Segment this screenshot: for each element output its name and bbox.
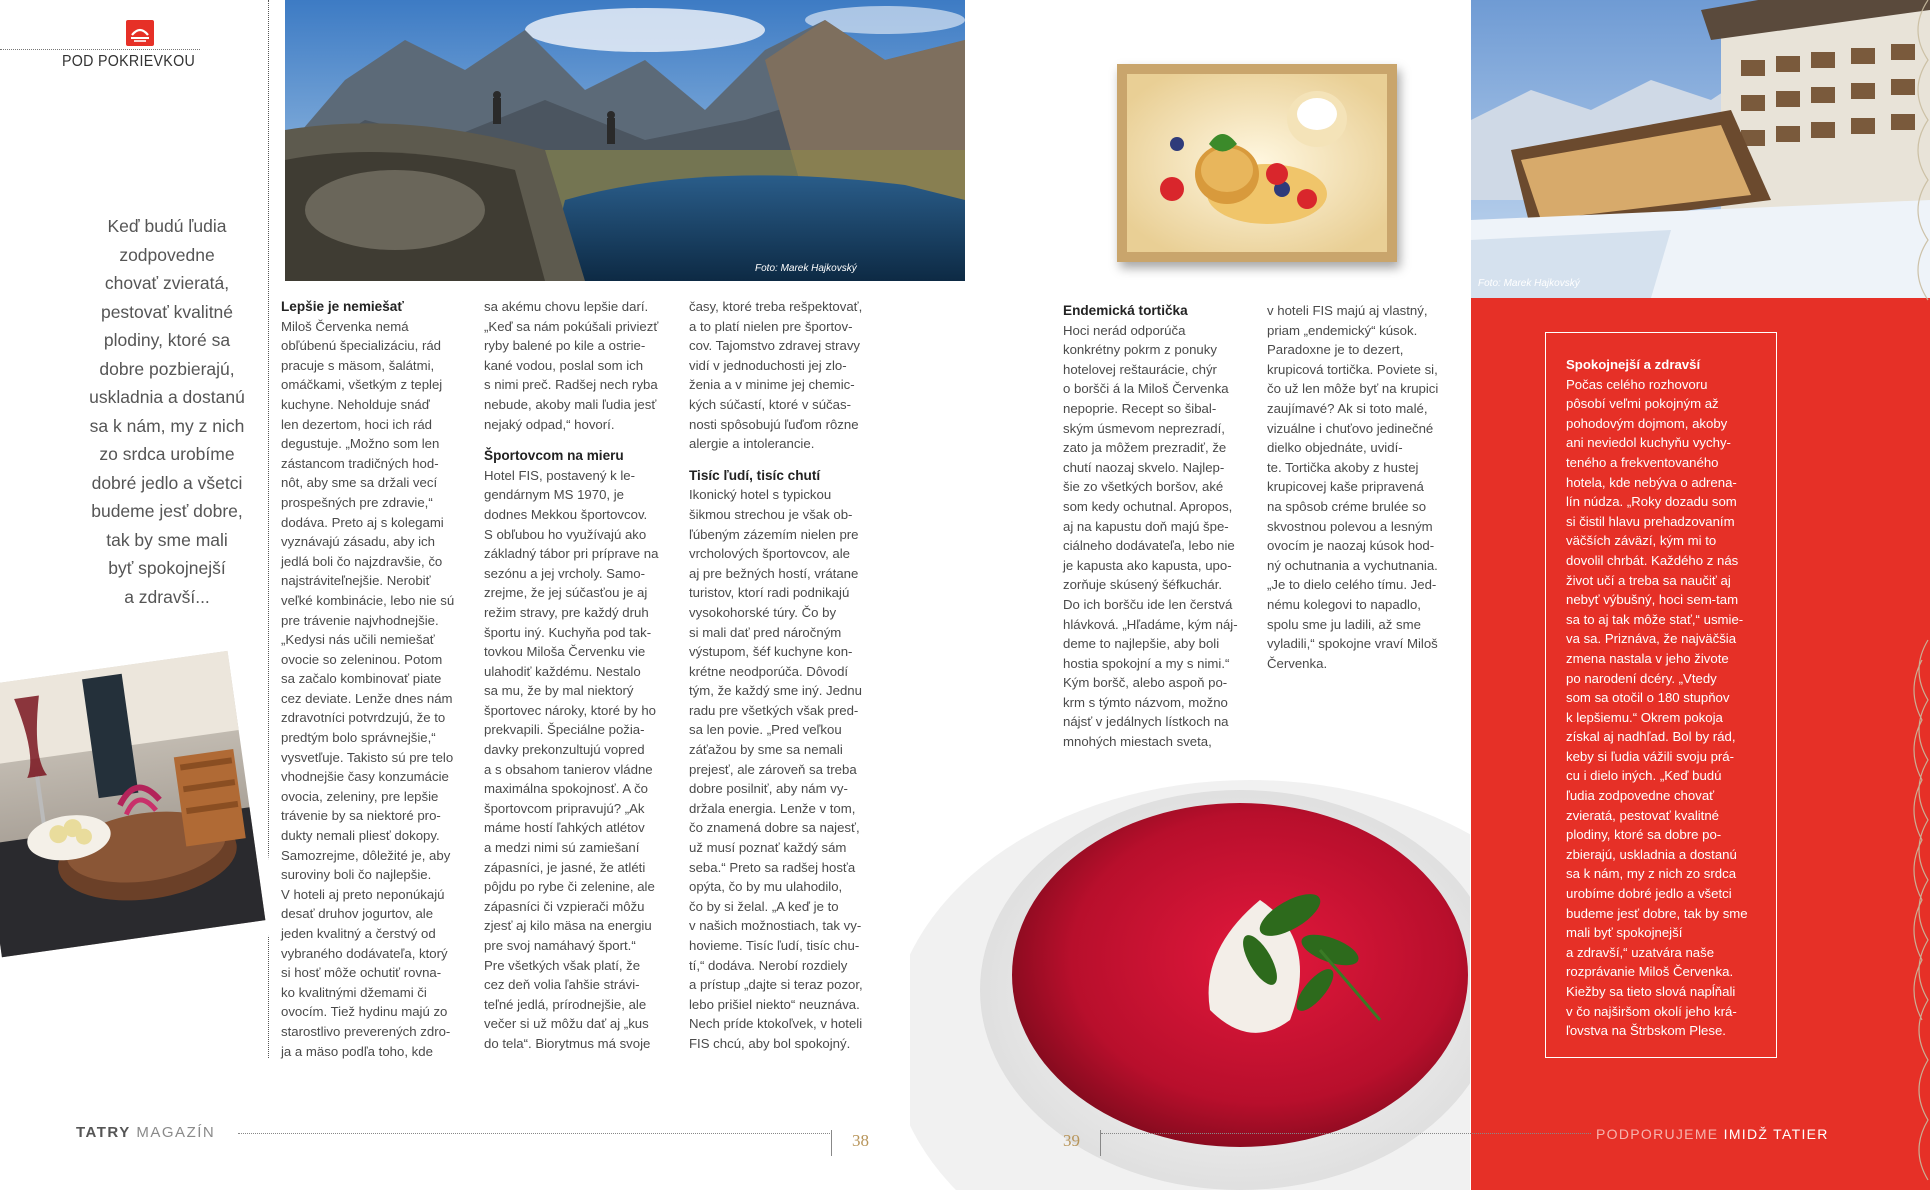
sidebar-body: Počas celého rozhovoru pôsobí veľmi pokojným až pohodovým dojmom, akoby ani neviedol kuchyňu vychy- teného a frekventovaného hotela, kde nebýva o adrena- lín núdza. „Roky dozadu som si čistil hlavu prehadzovaním väčších záväzí, kým mi to dovolil chrbát. Každého z nás život učí a treba sa naučiť aj nebyť výbušný, hoci sem-tam sa to aj tak môže stať,“ usmie- va sa. Priznáva, že najväčšia zmena nastala v jeho živote po narodení dcéry. „Vtedy som sa otočil o 180 stupňov k lepšiemu.“ Okrem pokoja získal aj nadhľad. Bol by rád, keby si ľudia vážili svoju prá- cu i dielo iných. „Keď budú ľudia zodpovedne chovať zvieratá, pestovať kvalitné plodiny, ktoré sa dobre po- zbierajú, uskladnia a dostanú sa k nám, my z nich zo srdca urobíme dobré jedlo a všetci budeme jesť dobre, tak by sme mali byť spokojnejší a zdravší,“ uzatvára naše rozprávanie Miloš Červenka. Kiežby sa tieto slová napĺňali v čo najširšom okolí jeho krá- ľovstva na Štrbskom Plese. [1566,376,1748,1039]
section-logo-icon [123,18,157,48]
hotel-fis-photo [1471,0,1930,298]
column-2 [484,297,669,1054]
heading-sportovcom: Športovcom na mieru [484,448,624,464]
photo-credit-mountain: Foto: Marek Hajkovský [755,263,857,274]
page-number-right: 39 [1063,1131,1080,1150]
photo-credit-hotel: Foto: Marek Hajkovský [1478,278,1580,289]
column-5 [1267,301,1452,673]
footer-tick-left [831,1130,832,1156]
col4-body: Hoci nerád odporúča konkrétny pokrm z ponuky hotelovej reštaurácie, chýr o boršči á la Miloš Červenka nepoprie. Recept so šibal- ským úsmevom neprezradí, zato ja môžem prezradiť, že chutí naozaj skvelo. Najlep- šie zo všetkých boršov, aké som kedy ochutnal. Apropos, aj na kapustu doň majú špe- ciálneho dodávateľa, lebo nie je kapusta ako kapusta, upo- zorňuje skúsený šéfkuchár. Do ich boršču ide len čerstvá hlávková. „Hľadáme, kým náj- deme to najlepšie, aby boli hostia spokojní a my s nimi.“ Kým boršč, alebo aspoň po- krm s týmto názvom, možno nájsť v jedálnych lístkoch na mnohých miestach sveta, [1063,322,1238,750]
slogan-bold: IMIDŽ TATIER [1723,1126,1829,1142]
header-dotted-rule [0,49,200,50]
heading-endemicka: Endemická tortička [1063,303,1188,318]
mountain-lake-photo [285,0,965,281]
footer-rule-left [238,1133,830,1134]
footer-magazine-name [76,1124,215,1141]
borscht-soup-photo [910,720,1470,1190]
column-3 [689,297,874,1054]
heading-lepsie: Lepšie je nemiešať [281,299,404,314]
footer-slogan [1596,1126,1829,1142]
dessert-photo [1117,64,1397,262]
footer-rule-right [1101,1133,1591,1134]
magazine-name-light: MAGAZÍN [136,1124,216,1141]
page-number-left: 38 [852,1131,869,1150]
col2-body: Hotel FIS, postavený k le- gendárnym MS 1970, je dodnes Mekkou športovcov. S obľubou ho využívajú ako základný tábor pri príprave na sezónu a jej vrcholy. Samo- zrejme, že jej súčasťou je aj režim stravy, pre každý druh športu iný. Kuchyňa pod tak- tovkou Miloša Červenku vie ulahodiť každému. Nestalo sa mu, že by mal niektorý športovec nároky, ktoré by ho prekvapili. Špeciálne požia- davky prekonzultujú vopred a s obsahom tanierov vládne maximálna spokojnosť. A čo športovcom pripravujú? „Ak máme hostí ľahkých atlétov a medzi nimi sú zamiešaní zápasníci, je jasné, že atléti pôjdu po rybe či zelenine, ale zápasníci či vzpierači môžu zjesť aj kilo mäsa na energiu pre svoj namáhavý šport.“ Pre všetkých však platí, že cez deň volia ľahšie strávi- teľné jedlá, prírodnejšie, ale večer si už môžu dať aj „kus do tela“. Biorytmus má svoje [484,467,659,1051]
col5-body: v hoteli FIS majú aj vlastný, priam „endemický“ kúsok. Paradoxne je to dezert, krupicová tortička. Poviete si, čo už len môže byť na krupici zaujímavé? Ak si toto malé, vizuálne i chuťovo jedinečné dielko objednáte, uvidí- te. Tortička akoby z hustej krupicovej kaše pripravená na spôsob créme brulée so skvostnou polevou a lesným ovocím je naozaj kúsok hod- ný ochutnania a vychutnania. „Je to dielo celého tímu. Jed- nému kolegovi to napadlo, spolu sme ju ladili, až sme vyladili,“ spokojne vraví Miloš Červenka. [1267,303,1439,671]
edge-wave-decoration [1898,0,1930,1190]
sidebar-content [1566,355,1766,1041]
pull-quote: Keď budú ľudia zodpovedne chovať zvieratá, pestovať kvalitné plodiny, ktoré sa dobre pozbierajú, uskladnia a dostanú sa k nám, my z nich zo srdca urobíme dobré jedlo a všetci budeme jesť dobre, tak by sme mali byť spokojnejší a zdravší... [89,216,245,607]
col3-body: Ikonický hotel s typickou šikmou strechou je však ob- ľúbeným zázemím nielen pre vrcholových športovcov, ale aj pre bežných hostí, vrátane turistov, ktorí radi podnikajú vysokohorské túry. Čo by si mali dať pred náročným výstupom, šéf kuchyne kon- krétne neodporúča. Dôvodí tým, že každý sme iný. Jednu radu pre všetkých však pred- sa len povie. „Pred veľkou záťažou by sme sa nemali prejesť, ale zároveň sa treba dobre posilniť, aby nám vy- držala energia. Lenže v tom, čo znamená dobre sa najesť, už musí poznať každý sám seba.“ Preto sa radšej hosťa opýta, čo by mu ulahodilo, čo by si želal. „A keď je to v našich možnostiach, tak vy- hovieme. Tisíc ľudí, tisíc chu- tí,“ dodáva. Nerobí rozdiely a prístup „dajte si teraz pozor, lebo prišiel niekto“ neuznáva. Nech príde ktokoľvek, v hoteli FIS chcú, aby bol spokojný. [689,487,863,1051]
heading-tisic: Tisíc ľudí, tisíc chutí [689,467,821,483]
col1-body: Miloš Červenka nemá obľúbenú špecializáciu, rád pracuje s mäsom, šalátmi, omáčkami, všetkým z teplej kuchyne. Neholduje snáď len dezertom, hoci ich rád degustuje. „Možno som len zástancom tradičných hod- nôt, aby sme sa držali vecí prospešných pre zdravie,“ dodáva. Preto aj s kolegami vyznávajú zásadu, aby ich jedlá boli čo najzdravšie, čo najstráviteľnejšie. Nerobiť veľké kombinácie, lebo nie sú pre trávenie najvhodnejšie. „Kedysi nás učili nemiešať ovocie so zeleninou. Potom sa začalo kombinovať piate cez deviate. Lenže dnes nám zdravotníci potvrdzujú, že to predtým bolo správnejšie,“ vysvetľuje. Takisto sú pre telo vhodnejšie časy konzumácie ovocia, zeleniny, pre lepšie trávenie by sa niektoré pro- dukty nemali pliesť dokopy. Samozrejme, dôležité je, aby suroviny boli čo najlepšie. V hoteli aj preto neponúkajú desať druhov jogurtov, ale jeden kvalitný a čerstvý od vybraného dodávateľa, ktorý si hosť môže ochutiť rovna- ko kvalitnými džemami či ovocím. Tiež hydinu majú zo starostlivo preverených zdro- ja a mäso podľa toho, kde [281,318,455,1059]
slogan-light: PODPORUJEME [1596,1126,1719,1142]
magazine-name-bold: TATRY [76,1124,131,1141]
col3-body-top: časy, ktoré treba rešpektovať, a to platí nielen pre športov- cov. Tajomstvo zdravej stravy vidí v jednoduchosti jej zlo- ženia a v minime jej chemic- kých súčastí, ktoré v súčas- nosti spôsobujú ľuďom rôzne alergie a intolerancie. [689,299,863,452]
section-title: POD POKRIEVKOU [62,53,196,70]
steak-photo [0,637,279,974]
column-4 [1063,301,1253,752]
column-1 [281,297,466,1061]
sidebar-heading: Spokojnejší a zdravší [1566,357,1701,372]
col2-body-top: sa akému chovu lepšie darí. „Keď sa nám pokúšali priviezť ryby balené po kile a ostrie- kané vodou, poslal som ich s nimi preč. Radšej nech ryba nebude, akoby mali ľudia jesť nejaký odpad,“ hovorí. [484,299,659,432]
